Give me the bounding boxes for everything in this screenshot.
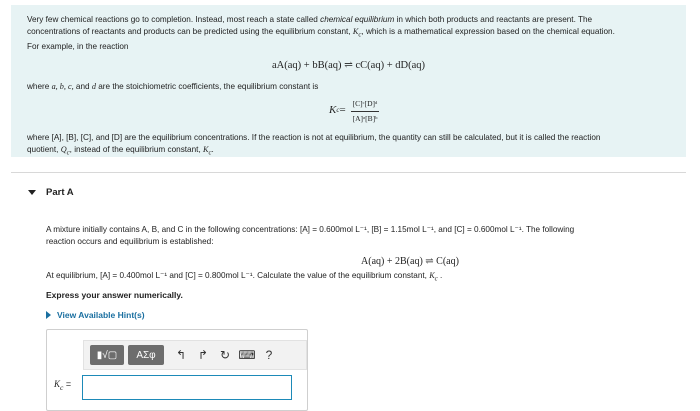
part-title: Part A [46,187,74,198]
intro-panel [11,5,686,157]
caret-down-icon [28,190,36,195]
part-a-toggle[interactable] [28,187,74,198]
answer-panel [46,329,308,411]
intro-line-1: Very few chemical reactions go to completion. Instead, most reach a state called chemical equilibrium in which both products and reactants are present. The [27,15,593,24]
redo-icon[interactable]: ↱ [197,348,209,362]
kc-numerator: [C]ᶜ[D]ᵈ [351,98,380,112]
general-reaction-equation: aA(aq) + bB(aq) ⇌ cC(aq) + dD(aq) [272,60,425,71]
equilibrium-concentrations-text: At equilibrium, [A] = 0.400mol L⁻¹ and [C] = 0.800mol L⁻¹. Calculate the value of the equilibrium constant, $K_c$ . [46,271,443,283]
reset-icon[interactable]: ↻ [219,348,231,362]
intro-concentrations-line: where [A], [B], [C], and [D] are the equilibrium concentrations. If the reaction is not at equilibrium, the quantity can still be calculated, but it is called the reaction quotient, $Q_c$, instead of the equilibrium constant, $K_c$. [27,133,601,157]
kc-answer-input[interactable] [82,375,292,400]
view-hints-link[interactable]: View Available Hint(s) [46,310,145,320]
kc-expression: K c = $\frac{\text{[C]ᶜ[D]ᵈ}}{\text{[A]ᵃ[B]ᵇ}}$ [329,99,378,123]
answer-instruction: Express your answer numerically. [46,290,183,300]
part-a-problem-text: A mixture initially contains A, B, and C in the following concentrations: [A] = 0.600mol L⁻¹, [B] = 1.15mol L⁻¹, and [C] = 0.600mol L⁻¹. The following reaction occurs and equilibrium is established: [46,225,575,246]
kc-denominator: [A]ᵃ[B]ᵇ [352,113,378,123]
intro-line-3: For example, in the reaction [27,41,129,51]
help-icon[interactable]: ? [265,348,273,362]
section-divider [11,172,686,173]
kc-fraction [351,98,380,124]
greek-symbols-button[interactable]: ΑΣφ [128,345,164,365]
keyboard-icon[interactable]: ⌨ [238,348,256,362]
undo-icon[interactable]: ↰ [175,348,187,362]
part-a-reaction: A(aq) + 2B(aq) ⇌ C(aq) [361,256,459,267]
templates-button[interactable]: ▮√▢ [90,345,124,365]
caret-right-icon [46,311,51,319]
term-chemical-equilibrium: chemical equilibrium [320,15,395,24]
math-toolbar [83,340,307,370]
intro-line-2: concentrations of reactants and products can be predicted using the equilibrium constant, $K_c$, which is a mathematical expression based on the chemical equation. [27,26,615,39]
intro-coefficients-line: where a, b, c, and d are the stoichiometric coefficients, the equilibrium constant is [27,82,319,91]
kc-answer-label: $K_c$ = [54,379,72,392]
